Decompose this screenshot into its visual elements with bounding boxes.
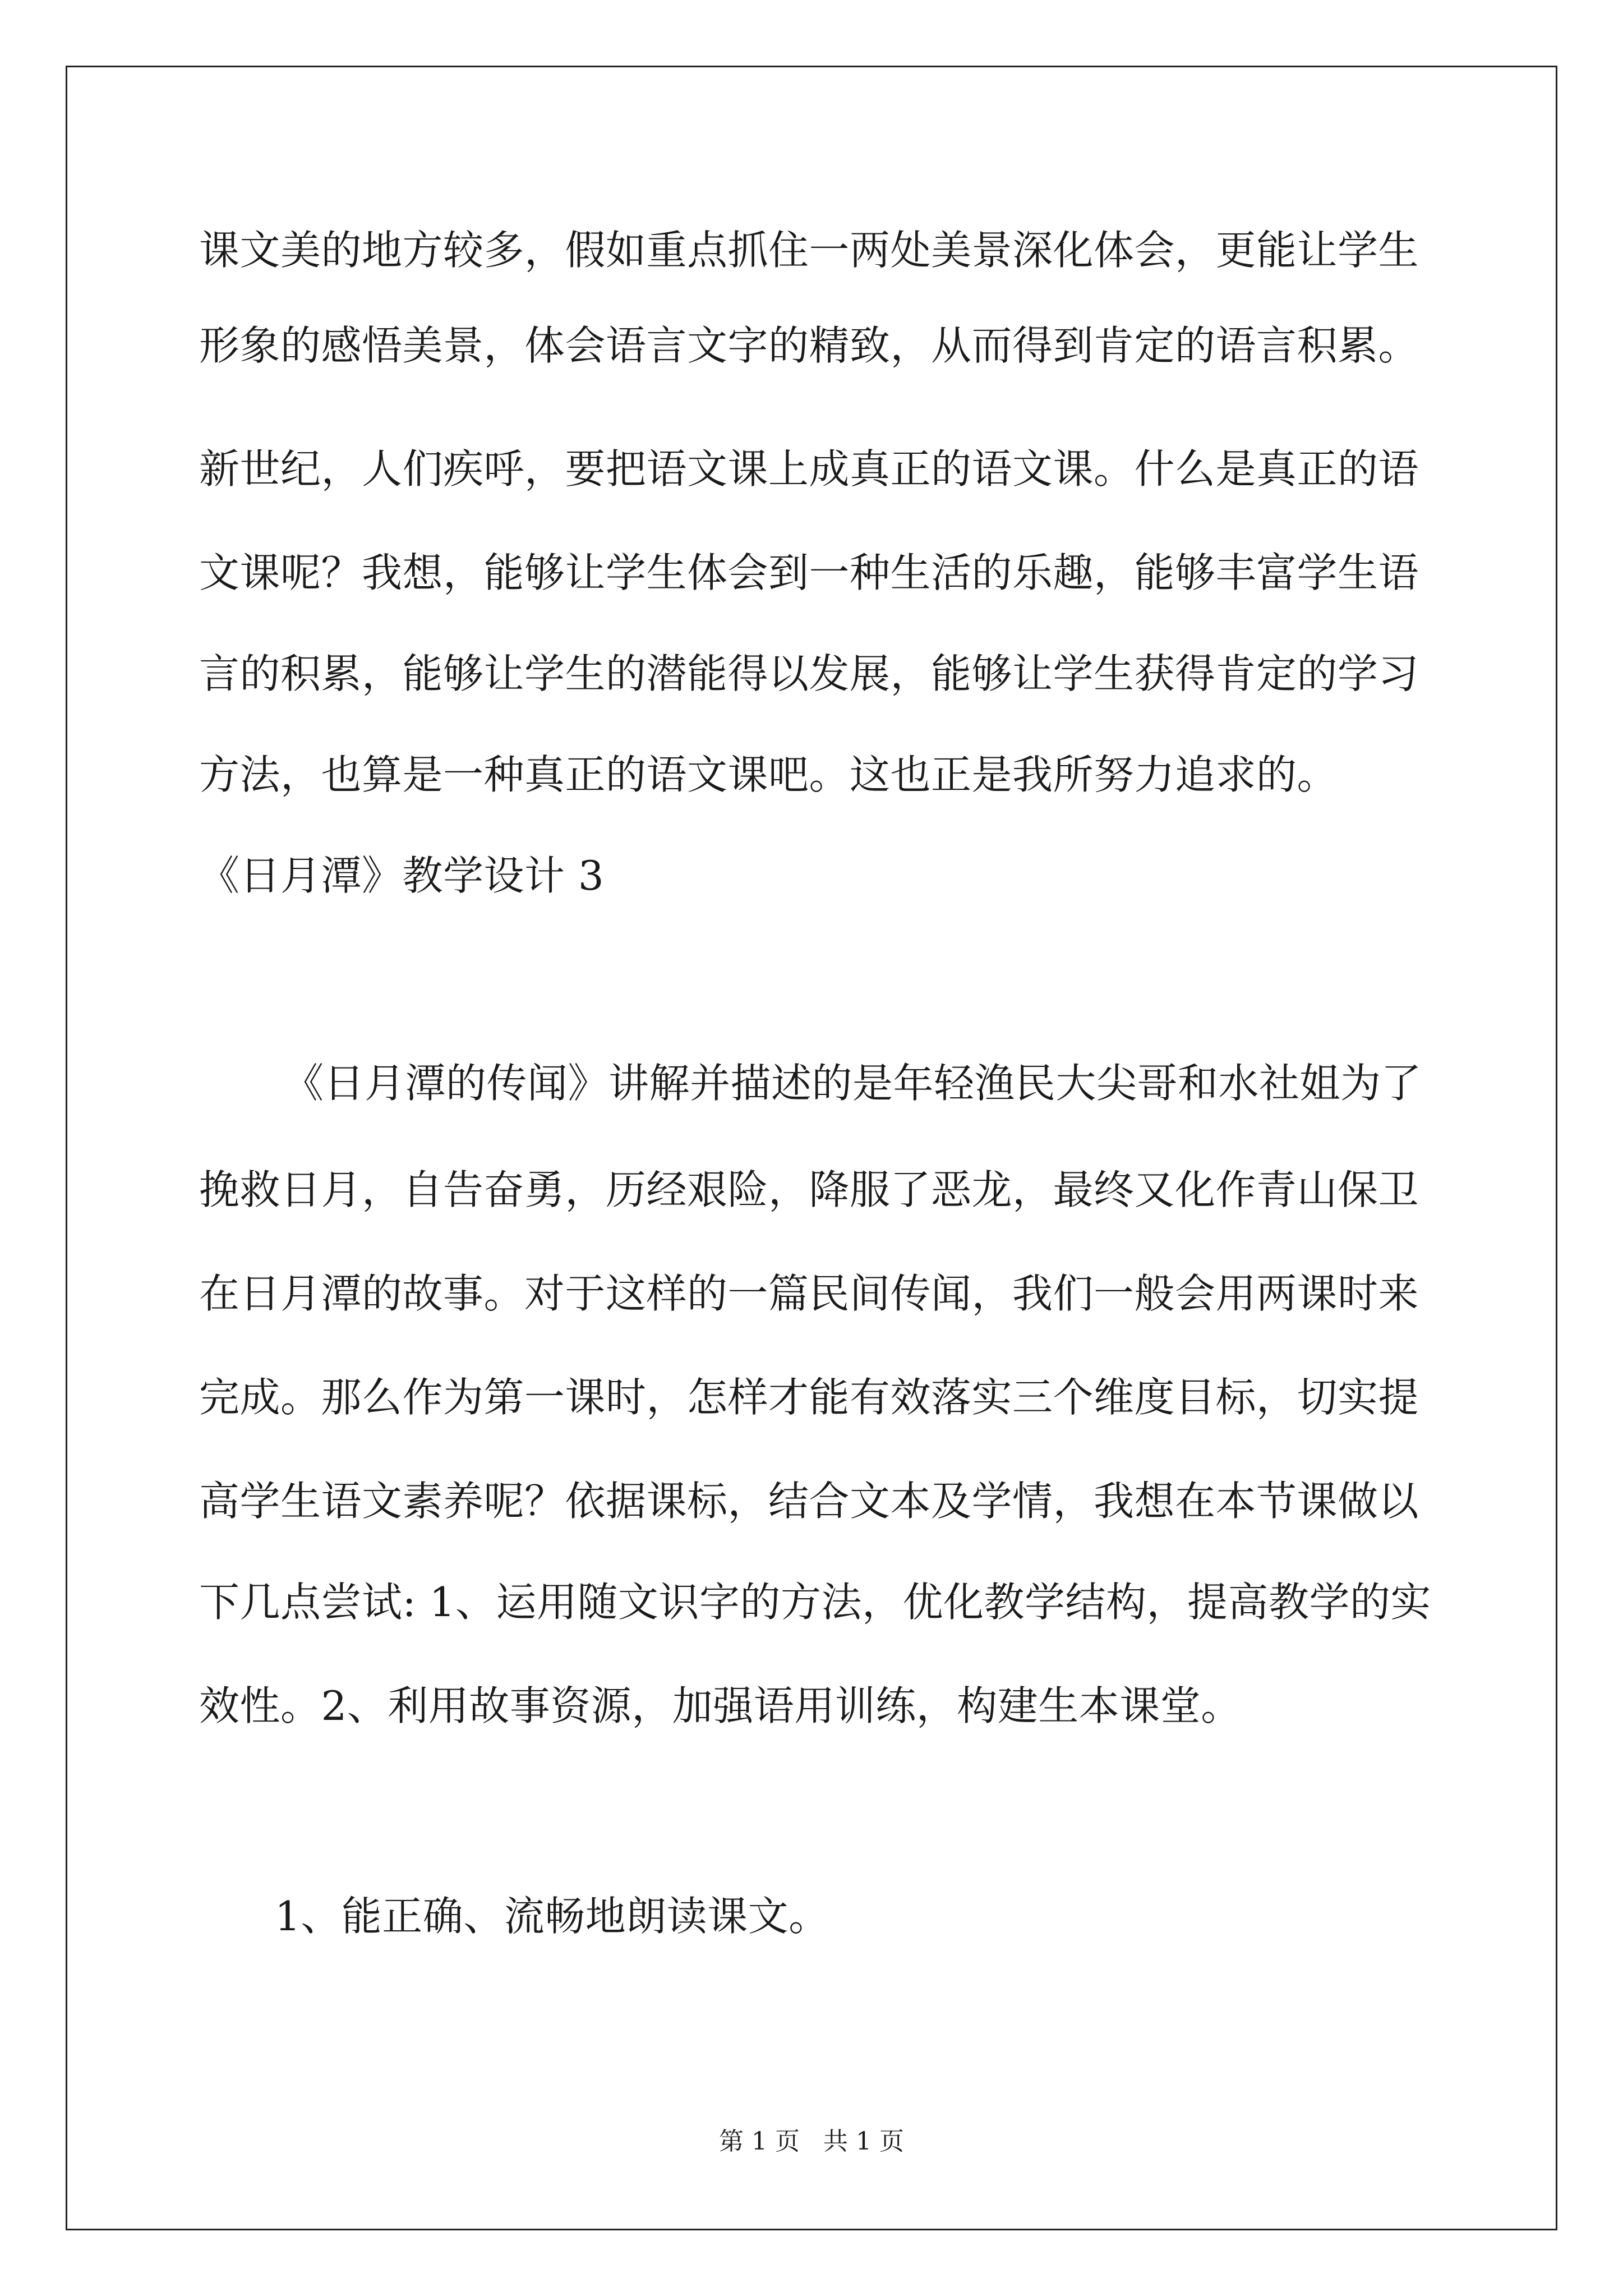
body-text-line: 在日月潭的故事。对于这样的一篇民间传闻，我们一般会用两课时来 <box>199 1270 1419 1317</box>
body-text-line: 形象的感悟美景，体会语言文字的精致，从而得到肯定的语言积累。 <box>199 322 1419 369</box>
body-text-line: 挽救日月，自告奋勇，历经艰险，降服了恶龙，最终又化作青山保卫 <box>199 1166 1419 1213</box>
page-number-footer: 第 1 页 共 1 页 <box>719 2127 904 2156</box>
body-text-line: 课文美的地方较多，假如重点抓住一两处美景深化体会，更能让学生 <box>199 227 1419 274</box>
body-text-line: 《日月潭的传闻》讲解并描述的是年轻渔民大尖哥和水社姐为了 <box>283 1060 1422 1107</box>
body-text-line: 方法，也算是一种真正的语文课吧。这也正是我所努力追求的。 <box>199 751 1338 798</box>
goal-list-item: 1、能正确、流畅地朗读课文。 <box>275 1893 829 1940</box>
body-text-line: 高学生语文素养呢？依据课标，结合文本及学情，我想在本节课做以 <box>199 1478 1419 1525</box>
body-text-line: 新世纪，人们疾呼，要把语文课上成真正的语文课。什么是真正的语 <box>199 445 1419 493</box>
body-text-line: 言的积累，能够让学生的潜能得以发展，能够让学生获得肯定的学习 <box>199 650 1419 697</box>
body-text-line: 文课呢？我想，能够让学生体会到一种生活的乐趣，能够丰富学生语 <box>199 549 1419 596</box>
body-text-line: 下几点尝试: 1、运用随文识字的方法，优化教学结构，提高教学的实 <box>199 1579 1431 1626</box>
section-heading: 《日月潭》教学设计 3 <box>199 852 605 899</box>
body-text-line: 效性。2、利用故事资源，加强语用训练，构建生本课堂。 <box>199 1682 1242 1729</box>
body-text-line: 完成。那么作为第一课时，怎样才能有效落实三个维度目标，切实提 <box>199 1374 1419 1421</box>
